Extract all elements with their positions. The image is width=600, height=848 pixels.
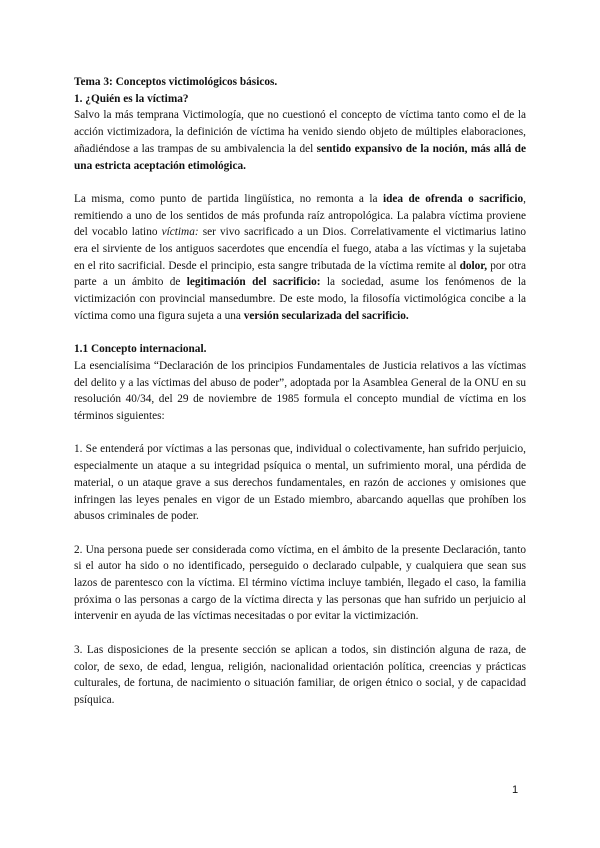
paragraph-definition bbox=[74, 107, 526, 174]
paragraph-definition-text: Salvo la más temprana Victimología, que no cuestionó el concepto de víctima tanto como el de la acción victimizadora, la definición de víctima ha venido siendo objeto de múltiples elaboraciones, añadiéndose a las trampas de su ambivalencia la del bbox=[74, 109, 526, 155]
etymology-text-1: La misma, como punto de partida lingüística, no remonta a la bbox=[74, 192, 383, 205]
paragraph-etymology bbox=[74, 191, 526, 325]
section-1-heading: 1. ¿Quién es la víctima? bbox=[74, 92, 189, 105]
paragraph-declaration-intro: La esencialísima “Declaración de los principios Fundamentales de Justicia relativos a las víctimas del delito y a las víctimas del abuso de poder”, adoptada por la Asamblea General de la ONU en su resolución 40/34, del 29 de noviembre de 1985 formula el concepto mundial de víctima en los términos siguientes: bbox=[74, 359, 526, 423]
etymology-italic-victima: víctima: bbox=[161, 226, 199, 239]
etymology-text-3: ser vivo sacrificado a un Dios. Correlativamente el victimarius latino era el sirviente de los antiguos sacerdotes que encendía el fuego, ataba a las víctimas y la sujetaba en el rito sacrificial. Desde el principio, esta sangre tributada de la víctima remite al bbox=[74, 226, 526, 272]
list-item-3: 3. Las disposiciones de la presente sección se aplican a todos, sin distinción alguna de raza, de color, de sexo, de edad, lengua, religión, nacionalidad orientación política, creencias y prácticas culturales, de fortuna, de nacimiento o situación familiar, de origen étnico o social, y de capacidad psíquica. bbox=[74, 643, 526, 706]
page-title: Tema 3: Conceptos victimológicos básicos. bbox=[74, 76, 278, 88]
document-body bbox=[74, 74, 526, 709]
paragraph-definition-bold: sentido expansivo de la noción, más allá de una estricta aceptación etimológica. bbox=[74, 142, 526, 172]
etymology-bold-secularized: versión secularizada del sacrificio. bbox=[243, 309, 409, 322]
etymology-text-4: por otra parte a un ámbito de bbox=[74, 259, 526, 289]
list-item-1: 1. Se entenderá por víctimas a las personas que, individual o colectivamente, han sufrido perjuicio, especialmente un ataque a su integridad psíquica o mental, un sufrimiento moral, una pérdida de material, o un ataque grave a sus derechos fundamentales, en razón de acciones y omisiones que infringen las leyes penales en vigor de un Estado miembro, abarcando aquellas que prohíben los abusos criminales de poder. bbox=[74, 443, 526, 523]
etymology-bold-pain: dolor, bbox=[459, 259, 488, 272]
etymology-text-5: la sociedad, asume los fenómenos de la victimización con provincial mansedumbre. De este modo, la filosofía victimológica concibe a la víctima como una figura sujeta a una bbox=[74, 276, 526, 322]
list-item-2: 2. Una persona puede ser considerada como víctima, en el ámbito de la presente Declaración, tanto si el autor ha sido o no identificado, perseguido o declarado culpable, y cualquiera que sean sus lazos de parentesco con la víctima. El término víctima incluye también, llegado el caso, la familia próxima o las personas a cargo de la víctima directa y las personas que han sufrido un perjuicio al intervenir en ayuda de las víctimas necesitadas o por evitar la victimización. bbox=[74, 543, 526, 623]
etymology-bold-legitimation: legitimación del sacrificio: bbox=[186, 276, 321, 289]
section-1-1-heading: 1.1 Concepto internacional. bbox=[74, 343, 207, 356]
etymology-bold-offering: idea de ofrenda o sacrificio bbox=[382, 192, 524, 205]
page-number: 1 bbox=[512, 784, 519, 796]
etymology-text-2: , remitiendo a uno de los sentidos de más profunda raíz antropológica. La palabra víctima proviene del vocablo latino bbox=[74, 192, 526, 239]
